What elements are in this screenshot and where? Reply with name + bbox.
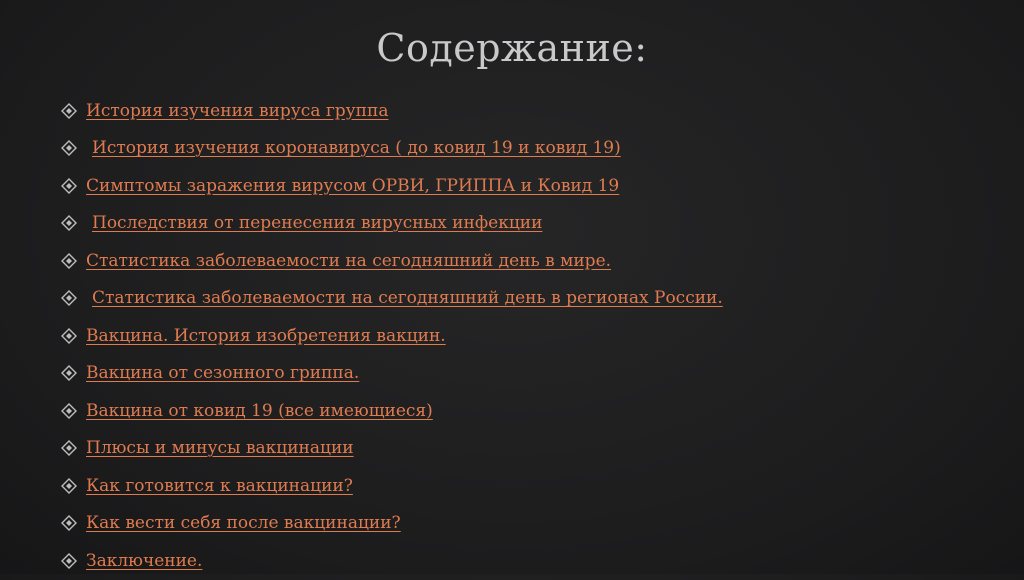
table-of-contents bbox=[60, 92, 723, 580]
toc-link[interactable]: Вакцина от ковид 19 (все имеющиеся) bbox=[86, 400, 433, 421]
toc-item bbox=[60, 167, 723, 205]
diamond-bullet-icon bbox=[60, 139, 78, 157]
toc-item bbox=[60, 92, 723, 130]
toc-item bbox=[60, 355, 723, 393]
diamond-bullet-icon bbox=[60, 439, 78, 457]
toc-link[interactable]: Последствия от перенесения вирусных инфекции bbox=[92, 213, 543, 234]
toc-link[interactable]: Как готовится к вакцинации? bbox=[86, 475, 353, 496]
diamond-bullet-icon bbox=[60, 177, 78, 195]
toc-link[interactable]: История изучения коронавируса ( до ковид 19 и ковид 19) bbox=[92, 138, 621, 159]
diamond-bullet-icon bbox=[60, 289, 78, 307]
diamond-bullet-icon bbox=[60, 214, 78, 232]
toc-item bbox=[60, 280, 723, 318]
toc-item bbox=[60, 505, 723, 543]
diamond-bullet-icon bbox=[60, 552, 78, 570]
toc-link[interactable]: Статистика заболеваемости на сегодняшний день в мире. bbox=[86, 250, 612, 271]
diamond-bullet-icon bbox=[60, 252, 78, 270]
toc-link[interactable]: Симптомы заражения вирусом ОРВИ, ГРИППА и Ковид 19 bbox=[86, 175, 620, 196]
diamond-bullet-icon bbox=[60, 364, 78, 382]
toc-link[interactable]: Как вести себя после вакцинации? bbox=[86, 513, 401, 534]
diamond-bullet-icon bbox=[60, 102, 78, 120]
toc-item bbox=[60, 242, 723, 280]
toc-item bbox=[60, 392, 723, 430]
toc-item bbox=[60, 430, 723, 468]
toc-link[interactable]: Плюсы и минусы вакцинации bbox=[86, 438, 354, 459]
toc-link[interactable]: Вакцина от сезонного гриппа. bbox=[86, 363, 360, 384]
toc-item bbox=[60, 317, 723, 355]
toc-item bbox=[60, 205, 723, 243]
toc-link[interactable]: Вакцина. История изобретения вакцин. bbox=[86, 325, 446, 346]
diamond-bullet-icon bbox=[60, 327, 78, 345]
toc-link[interactable]: Заключение. bbox=[86, 550, 203, 571]
diamond-bullet-icon bbox=[60, 514, 78, 532]
diamond-bullet-icon bbox=[60, 402, 78, 420]
slide-title: Содержание: bbox=[376, 26, 648, 70]
toc-item bbox=[60, 130, 723, 168]
diamond-bullet-icon bbox=[60, 477, 78, 495]
toc-link[interactable]: Статистика заболеваемости на сегодняшний день в регионах России. bbox=[92, 288, 723, 309]
toc-item bbox=[60, 467, 723, 505]
toc-link[interactable]: История изучения вируса группа bbox=[86, 100, 389, 121]
